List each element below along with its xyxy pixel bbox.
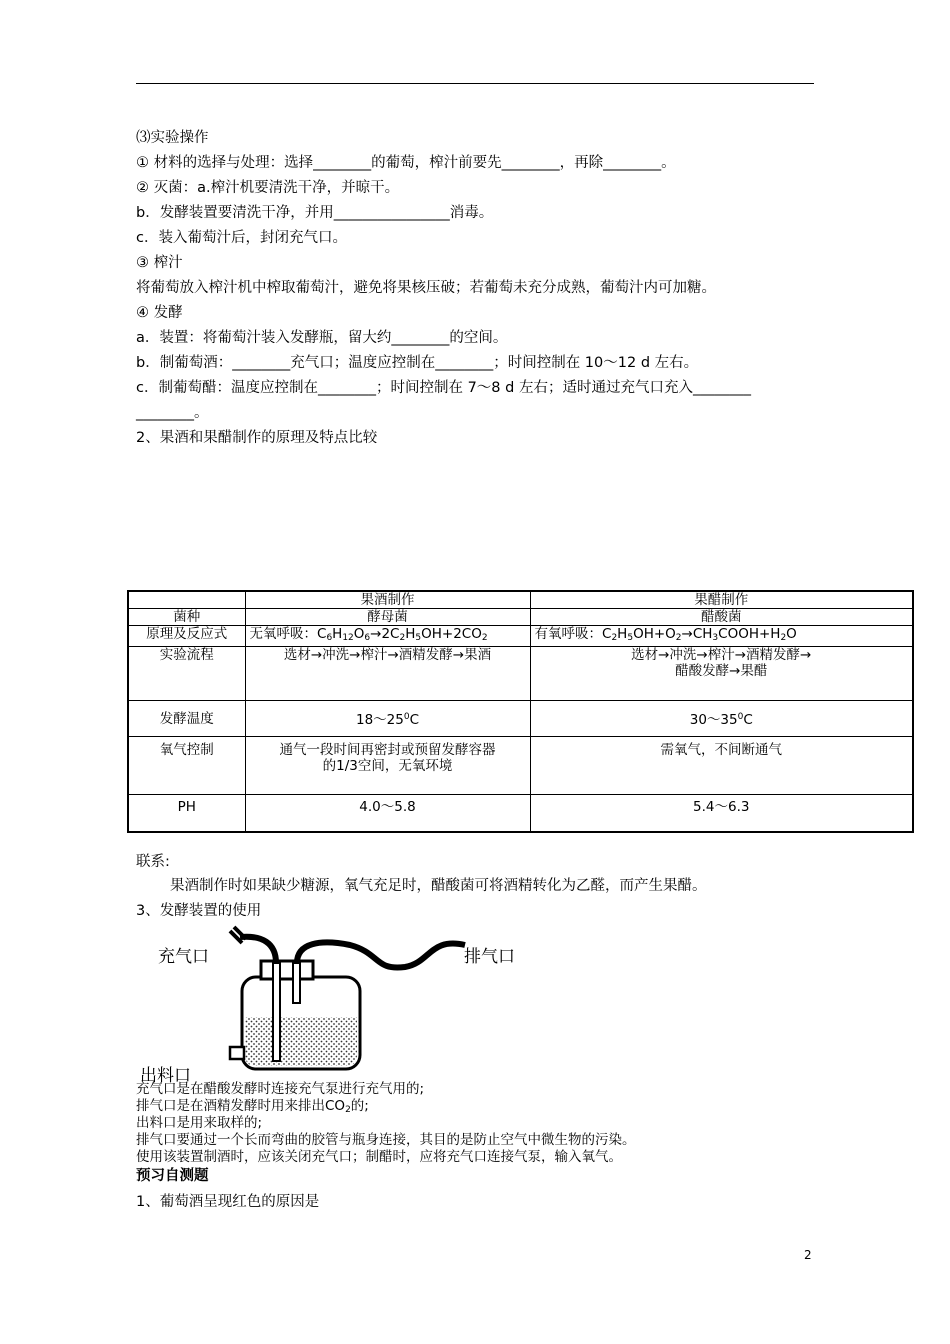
- bottle-stopper: [261, 961, 313, 979]
- step-ferment-a: a．装置：将葡萄汁装入发酵瓶，留大约________的空间。: [136, 330, 508, 346]
- row-label-temperature: 发酵温度: [128, 701, 245, 737]
- sample-spout: [230, 1047, 244, 1059]
- inlet-hose: [240, 937, 276, 963]
- step-juice-text: 将葡萄放入榨汁机中榨取葡萄汁，避免将果核压破；若葡萄未充分成熟，葡萄汁内可加糖。: [136, 280, 716, 296]
- cell-wine-oxygen: [245, 737, 530, 795]
- row-label-process: 实验流程: [128, 647, 245, 701]
- wine-reaction-prefix: 无氧呼吸：: [249, 626, 317, 642]
- fermentation-apparatus-diagram: [140, 925, 530, 1085]
- cell-wine-strain: 酵母菌: [245, 609, 530, 626]
- cell-wine-process: 选材→冲洗→榨汁→酒精发酵→果酒: [245, 647, 530, 701]
- link-text: 果酒制作时如果缺少糖源，氧气充足时，醋酸菌可将酒精转化为乙醛，而产生果醋。: [170, 878, 707, 894]
- cell-wine-temperature: $18\sim 25^0C$: [245, 701, 530, 737]
- note-outlet-suffix: 的;: [350, 1098, 369, 1114]
- outlet-label: 排气口: [464, 947, 515, 966]
- table-row: [128, 737, 913, 795]
- wine-oxygen-line-2: 的1/3空间，无氧环境: [322, 758, 453, 774]
- step-juice-heading: ③ 榨汁: [136, 255, 183, 271]
- step-sterilize-b: b．发酵装置要清洗干净，并用________________消毒。: [136, 205, 494, 221]
- comparison-table: [127, 590, 914, 833]
- link-label: 联系:: [136, 854, 170, 870]
- cell-wine-reaction: [245, 626, 530, 647]
- table-row: [128, 626, 913, 647]
- question-1: 1、葡萄酒呈现红色的原因是: [136, 1194, 320, 1210]
- table-header-row: [128, 591, 913, 609]
- table-row: [128, 701, 913, 737]
- page-number: 2: [804, 1248, 812, 1262]
- bottle-liquid: [245, 1017, 357, 1066]
- row-label-strain: 菌种: [128, 609, 245, 626]
- vinegar-process-line-2: 醋酸发酵→果醋: [675, 663, 768, 679]
- note-outlet: 排气口是在酒精发酵时用来排出$CO_2$的;: [136, 1098, 369, 1115]
- preview-title: 预习自测题: [136, 1168, 209, 1184]
- note-sample: 出料口是用来取样的;: [136, 1115, 263, 1131]
- step-sterilize: ② 灭菌：a.榨汁机要清洗干净，并晾干。: [136, 180, 400, 196]
- vinegar-temp-value: 30～35: [689, 712, 738, 728]
- row-label-principle: 原理及反应式: [128, 626, 245, 647]
- inlet-clamp: [230, 927, 246, 943]
- section-heading: ⑶实验操作: [136, 130, 209, 146]
- outlet-hose: [297, 942, 465, 967]
- row-label-oxygen: 氧气控制: [128, 737, 245, 795]
- wine-temp-value: 18～25: [355, 712, 404, 728]
- row-label-ph: PH: [128, 795, 245, 832]
- sample-label: 出料口: [140, 1066, 191, 1085]
- cell-vinegar-strain: 醋酸菌: [530, 609, 913, 626]
- cell-vinegar-temperature: $30\sim 35^0C$: [530, 701, 913, 737]
- section2-title: 2、果酒和果醋制作的原理及特点比较: [136, 430, 378, 446]
- step-sterilize-c: c．装入葡萄汁后，封闭充气口。: [136, 230, 347, 246]
- vinegar-process-line-1: 选材→冲洗→榨汁→酒精发酵→: [631, 647, 812, 663]
- cell-vinegar-reaction: [530, 626, 913, 647]
- header-vinegar: 果醋制作: [530, 591, 913, 609]
- vinegar-equation: $C_2H_5OH+O_2\to CH_3COOH+H_2O$: [602, 626, 797, 643]
- wine-oxygen-line-1: 通气一段时间再密封或预留发酵容器: [279, 742, 496, 758]
- wine-equation: $C_6H_{12}O_6\to 2C_2H_5OH+2CO_2$: [317, 626, 488, 643]
- outlet-tube: [293, 963, 300, 1003]
- header-wine: 果酒制作: [245, 591, 530, 609]
- cell-vinegar-oxygen: 需氧气，不间断通气: [530, 737, 913, 795]
- note-usage: 使用该装置制酒时，应该关闭充气口；制醋时，应将充气口连接气泵，输入氧气。: [136, 1149, 622, 1165]
- table-row: [128, 647, 913, 701]
- inlet-tube: [273, 963, 280, 1061]
- step-ferment-c-cont: ________。: [136, 405, 209, 421]
- table-row: [128, 795, 913, 832]
- cell-wine-ph: 4.0～5.8: [245, 795, 530, 832]
- section3-title: 3、发酵装置的使用: [136, 903, 262, 919]
- table-row: [128, 609, 913, 626]
- table-corner-cell: [128, 591, 245, 609]
- vinegar-reaction-prefix: 有氧呼吸：: [534, 626, 602, 642]
- step-ferment-heading: ④ 发酵: [136, 305, 183, 321]
- cell-vinegar-process: [530, 647, 913, 701]
- note-inlet: 充气口是在醋酸发酵时连接充气泵进行充气用的;: [136, 1081, 425, 1097]
- step-ferment-b: b．制葡萄酒：________充气口；温度应控制在________；时间控制在 10～12 d 左右。: [136, 355, 699, 371]
- inlet-label: 充气口: [158, 947, 209, 966]
- step-ferment-c: c．制葡萄醋：温度应控制在________；时间控制在 7～8 d 左右；适时通过充气口充入________: [136, 380, 751, 396]
- step-material: ① 材料的选择与处理：选择________的葡萄，榨汁前要先________，再除________。: [136, 155, 676, 171]
- note-outlet-prefix: 排气口是在酒精发酵时用来排出: [136, 1098, 325, 1114]
- note-hose: 排气口要通过一个长而弯曲的胶管与瓶身连接，其目的是防止空气中微生物的污染。: [136, 1132, 636, 1148]
- header-rule: [136, 83, 814, 84]
- cell-vinegar-ph: 5.4～6.3: [530, 795, 913, 832]
